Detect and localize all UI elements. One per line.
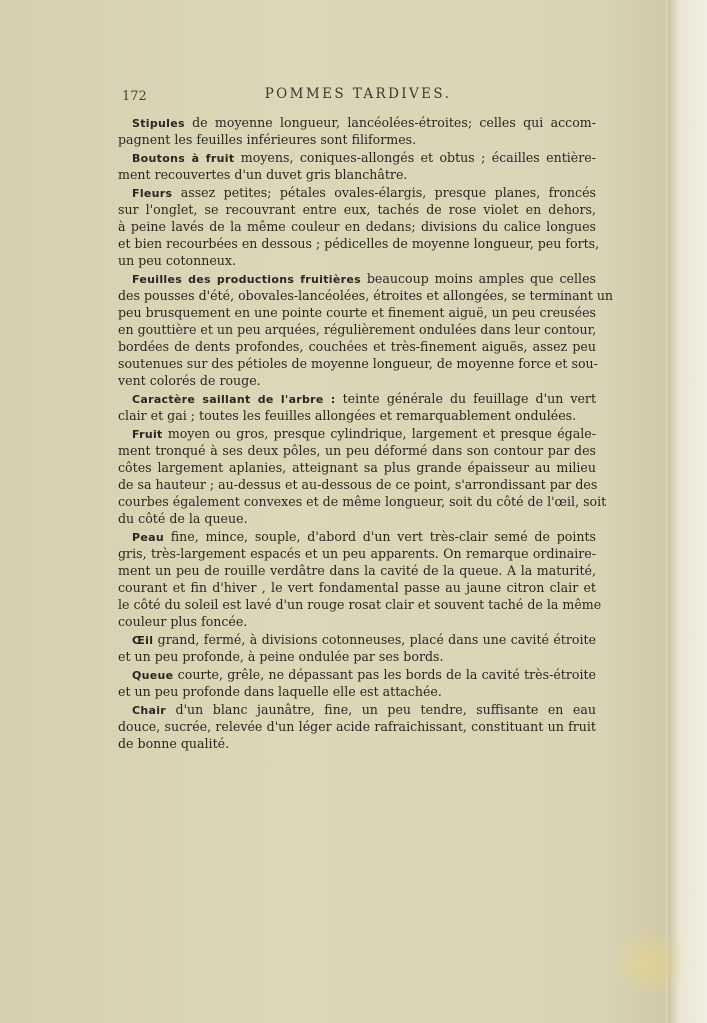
text-line — [118, 270, 596, 287]
paragraph-lead-term: Fruit — [132, 428, 163, 441]
text-line — [118, 425, 596, 442]
line-text: courant et fin d'hiver , le vert fondamental passe au jaune citron clair et — [118, 580, 596, 595]
text-line — [118, 252, 596, 269]
paragraph-lead-term: Boutons à fruit — [132, 152, 235, 165]
text-line — [118, 631, 596, 648]
paragraph-lead-term: Feuilles des productions fruitières — [132, 273, 361, 286]
line-text: et un peu profonde dans laquelle elle est attachée. — [118, 684, 442, 699]
paragraph-lead-term: Stipules — [132, 117, 185, 130]
body-text — [118, 114, 614, 753]
line-text: ment un peu de rouille verdâtre dans la cavité de la queue. A la maturité, — [118, 563, 596, 578]
line-text: courbes également convexes et de même longueur, soit du côté de l'œil, soit — [118, 494, 607, 509]
line-text: grand, fermé, à divisions cotonneuses, placé dans une cavité étroite — [153, 632, 596, 647]
description-paragraph — [118, 149, 596, 183]
line-text: teinte générale du feuillage d'un vert — [335, 391, 596, 406]
description-paragraph — [118, 666, 596, 700]
text-line — [118, 579, 596, 596]
text-line — [118, 235, 600, 252]
text-line — [118, 321, 596, 338]
line-text: et un peu profonde, à peine ondulée par ses bords. — [118, 649, 444, 664]
line-text: un peu cotonneux. — [118, 253, 237, 268]
text-line — [118, 528, 596, 545]
line-text: beaucoup moins amples que celles — [360, 271, 596, 286]
text-line — [118, 459, 596, 476]
paragraph-lead-term: Œil — [132, 634, 154, 647]
text-line — [118, 648, 596, 665]
description-paragraph — [118, 270, 614, 389]
text-line — [118, 166, 596, 183]
text-line — [118, 338, 596, 355]
text-line — [118, 562, 596, 579]
text-line — [118, 718, 596, 735]
line-text: de moyenne longueur, lancéolées-étroites; celles qui accom- — [184, 115, 596, 130]
paragraph-lead-term: Fleurs — [132, 187, 173, 200]
description-paragraph — [118, 631, 596, 665]
line-text: courte, grêle, ne dépassant pas les bords de la cavité très-étroite — [173, 667, 596, 682]
text-line — [118, 510, 596, 527]
line-text: des pousses d'été, obovales-lancéolées, étroites et allongées, se terminant un — [118, 288, 614, 303]
text-line — [118, 596, 602, 613]
text-line — [118, 701, 596, 718]
description-paragraph — [118, 701, 596, 752]
line-text: clair et gai ; toutes les feuilles allongées et remarquablement ondulées. — [118, 408, 577, 423]
line-text: à peine lavés de la même couleur en dedans; divisions du calice longues — [118, 219, 596, 234]
text-line — [118, 407, 596, 424]
line-text: gris, très-largement espacés et un peu apparents. On remarque ordinaire- — [118, 546, 596, 561]
text-line — [118, 613, 596, 630]
text-line — [118, 218, 596, 235]
text-line — [118, 666, 596, 683]
description-paragraph — [118, 114, 596, 148]
line-text: douce, sucrée, relevée d'un léger acide rafraichissant, constituant un fruit — [118, 719, 596, 734]
running-title: POMMES TARDIVES. — [264, 86, 452, 102]
description-paragraph — [118, 528, 602, 630]
line-text: et bien recourbées en dessous ; pédicelles de moyenne longueur, peu forts, — [118, 236, 600, 251]
description-paragraph — [118, 184, 600, 269]
line-text: de sa hauteur ; au-dessus et au-dessous de ce point, s'arrondissant par des — [118, 477, 598, 492]
line-text: vent colorés de rouge. — [118, 373, 261, 388]
text-line — [118, 493, 607, 510]
text-line — [118, 304, 596, 321]
text-line — [118, 372, 596, 389]
line-text: couleur plus foncée. — [118, 614, 248, 629]
text-line — [118, 149, 596, 166]
line-text: côtes largement aplanies, atteignant sa plus grande épaisseur au milieu — [118, 460, 596, 475]
line-text: peu brusquement en une pointe courte et finement aiguë, un peu creusées — [118, 305, 596, 320]
line-text: pagnent les feuilles inférieures sont filiformes. — [118, 132, 417, 147]
text-line — [118, 201, 596, 218]
text-line — [118, 476, 596, 493]
text-line — [118, 545, 596, 562]
paragraph-lead-term: Chair — [132, 704, 167, 717]
description-paragraph — [118, 425, 607, 527]
line-text: le côté du soleil est lavé d'un rouge rosat clair et souvent taché de la même — [118, 597, 602, 612]
text-line — [118, 184, 596, 201]
text-line — [118, 442, 596, 459]
page-edge — [668, 0, 707, 1023]
text-line — [118, 287, 614, 304]
line-text: bordées de dents profondes, couchées et très-finement aiguës, assez peu — [118, 339, 596, 354]
page-header — [118, 86, 598, 106]
line-text: fine, mince, souple, d'abord d'un vert très-clair semé de points — [163, 529, 596, 544]
line-text: en gouttière et un peu arquées, régulièrement ondulées dans leur contour, — [118, 322, 597, 337]
text-line — [118, 390, 596, 407]
description-paragraph — [118, 390, 596, 424]
paragraph-lead-term: Caractère saillant de l'arbre : — [132, 393, 336, 406]
text-line — [118, 683, 596, 700]
line-text: moyens, coniques-allongés et obtus ; écailles entière- — [234, 150, 596, 165]
page-number: 172 — [122, 89, 147, 104]
text-line — [118, 735, 596, 752]
text-line — [118, 131, 596, 148]
line-text: de bonne qualité. — [118, 736, 230, 751]
paper-stain — [605, 930, 695, 990]
line-text: assez petites; pétales ovales-élargis, presque planes, froncés — [172, 185, 596, 200]
line-text: du côté de la queue. — [118, 511, 248, 526]
line-text: sur l'onglet, se recouvrant entre eux, tachés de rose violet en dehors, — [118, 202, 596, 217]
text-line — [118, 355, 596, 372]
line-text: ment recouvertes d'un duvet gris blanchâtre. — [118, 167, 408, 182]
line-text: ment tronqué à ses deux pôles, un peu déformé dans son contour par des — [118, 443, 596, 458]
line-text: d'un blanc jaunâtre, fine, un peu tendre, suffisante en eau — [166, 702, 596, 717]
line-text: soutenues sur des pétioles de moyenne longueur, de moyenne force et sou- — [118, 356, 598, 371]
paragraph-lead-term: Queue — [132, 669, 174, 682]
line-text: moyen ou gros, presque cylindrique, largement et presque égale- — [162, 426, 596, 441]
paragraph-lead-term: Peau — [132, 531, 164, 544]
text-line — [118, 114, 596, 131]
